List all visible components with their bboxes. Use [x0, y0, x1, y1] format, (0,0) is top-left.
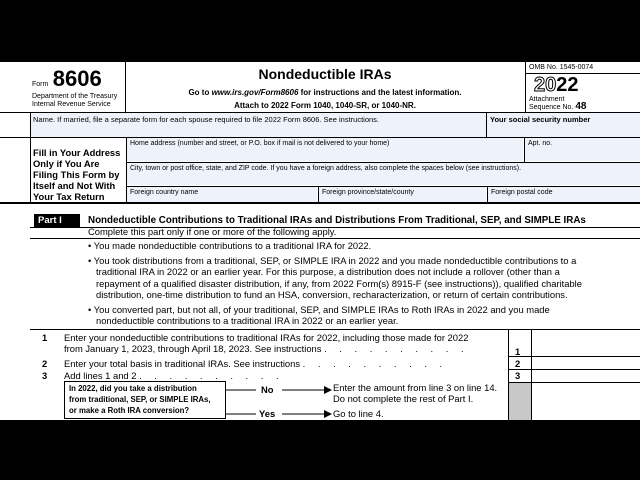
form-8606-page: [0, 62, 640, 420]
sequence-label: Sequence No. 48: [529, 101, 587, 112]
line-2-box-label: 2: [515, 358, 521, 369]
line-3-text: Add lines 1 and 2 . . . . . . . . . .: [64, 370, 284, 381]
question-text: In 2022, did you take a distribution from traditional, SEP, or SIMPLE IRAs, or make a Roth IRA conversion?: [69, 384, 211, 415]
line-2-number: 2: [42, 358, 48, 369]
sequence-number: 48: [575, 101, 587, 112]
shaded-box: [509, 383, 531, 420]
dept-line-1: Department of the Treasury: [32, 93, 118, 100]
line-3-box-label: 3: [515, 370, 521, 381]
part1-intro: Complete this part only if one or more of the following apply.: [88, 226, 337, 237]
foreign-country-label: Foreign country name: [130, 189, 199, 196]
bullet-2: • You took distributions from a traditional, SEP, or SIMPLE IRA in 2022 and you made nondeductible contributions to a traditional IRA in 2022 or an earlier year. For this purpose, a distribution does not include a rollover (other than a repayment of a qualified disaster distribution, if any, from 2022 Form(s) 8915-F (see instructions)), qualified charitable distribution, one-time distribution to fund an HSA, conversion, recharacterization, or return of certain contributions.: [88, 255, 582, 301]
tax-year-outline: 20: [534, 74, 557, 96]
line-2-text: Enter your total basis in traditional IRAs. See instructions . . . . . . . . . .: [64, 358, 448, 369]
tax-year-bold: 22: [556, 74, 579, 96]
form-number: 8606: [52, 66, 102, 91]
line-3-number: 3: [42, 370, 48, 381]
omb-number: OMB No. 1545-0074: [529, 64, 594, 71]
answer-yes-label[interactable]: Yes: [259, 408, 276, 419]
bullet-1: • You made nondeductible contributions to a traditional IRA for 2022.: [88, 240, 372, 251]
part1-title: Nondeductible Contributions to Traditional IRAs and Distributions From Traditional, SEP, and SIMPLE IRAs: [88, 215, 586, 226]
ssn-label: Your social security number: [490, 115, 591, 124]
city-state-zip-label: City, town or post office, state, and ZIP code. If you have a foreign address, also complete the spaces below (see instructions).: [130, 165, 522, 172]
apt-number-label: Apt. no.: [528, 140, 553, 147]
name-label: Name. If married, file a separate form for each spouse required to file 2022 Form 8606. See instructions.: [33, 115, 380, 124]
instructions-url[interactable]: www.irs.gov/Form8606: [211, 88, 299, 97]
home-address-label: Home address (number and street, or P.O. box if mail is not delivered to your home): [130, 140, 390, 147]
dept-line-2: Internal Revenue Service: [32, 101, 111, 108]
instructions-line-2: Attach to 2022 Form 1040, 1040-SR, or 1040-NR.: [234, 101, 416, 110]
address-side-label: Fill in Your Address Only if You Are Filing This Form by Itself and Not With Your Tax Return: [33, 147, 121, 202]
line-1-text: Enter your nondeductible contributions to traditional IRAs for 2022, including those made for 2022 from January 1, 2023, through April 18, 2023. See instructions . . . . . . . . . .: [64, 332, 469, 355]
answer-no-text: Enter the amount from line 3 on line 14. Do not complete the rest of Part I.: [333, 382, 498, 405]
instructions-line-1: Go to www.irs.gov/Form8606 for instructions and the latest information.: [188, 88, 462, 97]
attachment-label: Attachment: [529, 96, 565, 103]
foreign-postal-code-label: Foreign postal code: [491, 189, 553, 196]
form-title: Nondeductible IRAs: [258, 66, 392, 82]
tax-year: [534, 74, 579, 96]
part1-tag: Part I: [34, 214, 80, 227]
form-id: [32, 68, 102, 91]
line-1-amount-field[interactable]: [532, 330, 640, 356]
line-1-number: 1: [42, 332, 48, 343]
line-1-box-label: 1: [515, 346, 521, 357]
line-2-amount-field[interactable]: [532, 357, 640, 369]
foreign-province-label: Foreign province/state/county: [322, 189, 414, 196]
answer-no-label[interactable]: No: [261, 384, 274, 395]
bullet-3: • You converted part, but not all, of your traditional, SEP, and SIMPLE IRAs to Roth IRAs in 2022 and you made nondeductible contributions to a traditional IRA in 2022 or an earlier year.: [88, 304, 550, 327]
form-prefix: Form: [32, 81, 49, 88]
answer-arrows: [226, 384, 336, 420]
line-3-amount-field[interactable]: [532, 370, 640, 382]
answer-yes-text: Go to line 4.: [333, 408, 384, 419]
